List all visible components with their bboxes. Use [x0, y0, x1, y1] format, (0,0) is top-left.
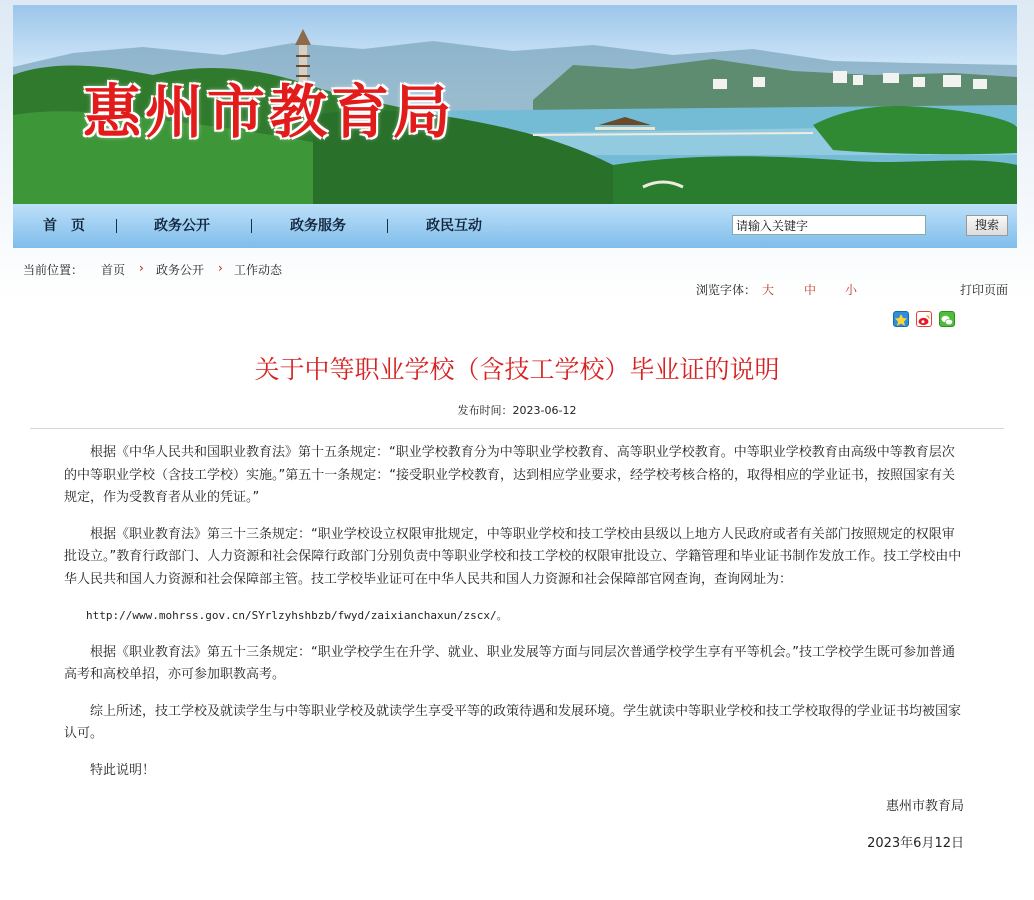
search-button[interactable]: 搜索	[966, 215, 1008, 236]
article-title: 关于中等职业学校（含技工学校）毕业证的说明	[254, 355, 780, 384]
font-size-label: 浏览字体：	[696, 283, 757, 297]
font-size-small[interactable]: 小	[845, 283, 858, 297]
breadcrumb-label: 当前位置：	[23, 263, 84, 277]
nav-separator	[116, 219, 117, 233]
search-input[interactable]	[732, 215, 926, 235]
print-page-link[interactable]: 打印页面	[960, 283, 1009, 297]
font-size-large[interactable]: 大	[762, 283, 775, 297]
signature-date: 2023年6月12日	[867, 835, 964, 851]
query-url[interactable]: http://www.mohrss.gov.cn/SYrlzyhshbzb/fwyd/zaixianchaxun/zscx/。	[86, 609, 508, 622]
signature: 惠州市教育局	[885, 799, 964, 814]
header-banner	[13, 5, 1017, 204]
article-body	[64, 442, 964, 869]
weibo-icon[interactable]	[916, 311, 932, 327]
paragraph: 特此说明！	[90, 762, 156, 778]
nav-home[interactable]: 首 页	[43, 218, 85, 234]
nav-government-services[interactable]: 政务服务	[290, 218, 346, 234]
paragraph: 根据《中华人民共和国职业教育法》第十五条规定：“职业学校教育分为中等职业学校教育、高等职业学校教育。中等职业学校教育由高级中等教育层次的中等职业学校（含技工学校）实施。”第五十一条规定：“接受职业学校教育，达到相应学业要求，经学校考核合格的，取得相应的学业证书，按照国家有关规定，作为受教育者从业的凭证。”	[64, 445, 955, 505]
paragraph: 根据《职业教育法》第三十三条规定：“职业学校设立权限审批规定，中等职业学校和技工学校由县级以上地方人民政府或者有关部门按照规定的权限审批设立。”教育行政部门、人力资源和社会保障行政部门分别负责中等职业学校和技工学校的权限审批设立、学籍管理和毕业证书制作发放工作。技工学校由中华人民共和国人力资源和社会保障部主管。技工学校毕业证可在中华人民共和国人力资源和社会保障部官网查询，查询网址为：	[64, 526, 962, 587]
breadcrumb-work-news[interactable]: 工作动态	[234, 263, 283, 277]
qzone-icon[interactable]	[893, 311, 909, 327]
paragraph: 综上所述，技工学校及就读学生与中等职业学校及就读学生享受平等的政策待遇和发展环境。学生就读中等职业学校和技工学校取得的学业证书均被国家认可。	[64, 703, 962, 741]
nav-separator	[387, 219, 388, 233]
site-title: 惠州市教育局	[83, 78, 456, 146]
breadcrumb-home[interactable]: 首页	[101, 263, 126, 277]
nav-public-interaction[interactable]: 政民互动	[426, 218, 482, 234]
wechat-icon[interactable]	[939, 311, 955, 327]
paragraph: 根据《职业教育法》第五十三条规定：“职业学校学生在升学、就业、职业发展等方面与同层次普通学校学生享有平等机会。”技工学校学生既可参加普通高考和高校单招，亦可参加职教高考。	[64, 644, 955, 682]
nav-separator	[251, 219, 252, 233]
nav-government-affairs[interactable]: 政务公开	[154, 218, 210, 234]
title-divider	[30, 428, 1004, 429]
breadcrumb-government-affairs[interactable]: 政务公开	[156, 263, 205, 277]
breadcrumb-separator: ›	[218, 261, 223, 275]
font-size-medium[interactable]: 中	[804, 283, 817, 297]
breadcrumb-separator: ›	[139, 261, 144, 275]
publish-date: 发布时间：2023-06-12	[457, 404, 577, 417]
main-nav	[13, 204, 1017, 248]
